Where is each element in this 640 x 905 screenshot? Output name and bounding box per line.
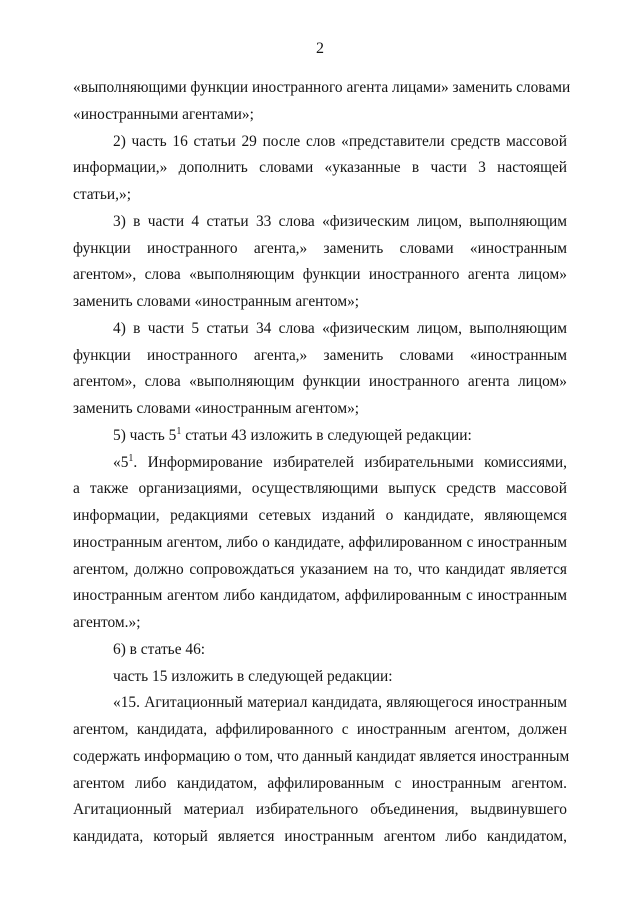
text-span: часть 15 изложить в следующей редакции: [113,667,393,685]
superscript: 1 [176,425,182,437]
text-span: 2) часть 16 статьи 29 после слов «представители средств массовой [113,132,567,150]
text-line [73,690,567,717]
text-span: заменить словами «иностранным агентом»; [73,293,360,310]
paragraph [73,129,567,209]
text-line [73,316,567,343]
text-span: «15. Агитационный материал кандидата, являющегося иностранным [113,694,567,712]
text-span: агентом», слова «выполняющим функции иностранного агента лицом» [73,266,567,284]
text-span: содержать информацию о том, что данный кандидат является иностранным [73,747,570,765]
text-span: иностранным агентом либо кандидатом, аффилированным с иностранным [73,587,567,605]
text-line [73,155,567,182]
text-span: а также организациями, осуществляющими выпуск средств массовой [73,480,567,498]
text-span: 5) часть 5 [113,426,177,444]
text-span: агентом либо кандидатом, аффилированным с иностранным агентом. [73,774,567,792]
paragraph [73,423,567,450]
text-line [73,369,567,396]
text-line [73,476,567,503]
text-span: «иностранными агентами»; [73,105,254,123]
page-number: 2 [316,40,324,57]
text-span: 4) в части 5 статьи 34 слова «физическим лицом, выполняющим [113,319,567,337]
text-span: «выполняющими функции иностранного агента лицами» заменить словами [73,79,571,96]
text-line [73,583,567,610]
text-line [73,396,567,423]
text-span: Агитационный материал избирательного объединения, выдвинувшего [73,801,567,819]
text-line [73,236,567,263]
paragraph [73,209,567,316]
text-line [73,503,567,530]
text-span: функции иностранного агента,» заменить словами «иностранным [73,346,567,364]
text-span: статьи,»; [73,186,131,203]
text-line [73,771,567,798]
superscript: 1 [128,452,134,464]
text-line [73,450,567,477]
paragraph [73,450,567,637]
text-line [73,209,567,236]
text-line [73,423,567,450]
text-line [73,557,567,584]
text-line [73,289,567,316]
text-line [73,637,567,664]
text-line [73,824,567,851]
text-span: . Информирование избирателей избирательными комиссиями, [133,453,567,471]
text-span: иностранным агентом, либо о кандидате, аффилированном с иностранным [73,533,567,551]
text-span: «5 [113,453,129,471]
text-span: агентом», слова «выполняющим функции иностранного агента лицом» [73,373,567,391]
text-span: информации,» дополнить словами «указанные в части 3 настоящей [73,159,567,177]
text-span: агентом.»; [73,614,141,631]
text-line [73,717,567,744]
text-span: агентом, кандидата, аффилированного с иностранным агентом, должен [73,721,567,738]
text-span: информации, редакциями сетевых изданий о кандидате, являющемся [73,507,567,524]
text-line [73,530,567,557]
text-line [73,75,571,102]
paragraph [73,316,567,423]
text-line [73,102,567,129]
text-line [73,182,567,209]
text-span: агентом, должно сопровождаться указанием на то, что кандидат является [73,560,567,578]
text-line [73,797,567,824]
text-line [73,744,570,771]
text-line [73,262,567,289]
paragraph [73,637,567,664]
text-span: 6) в статье 46: [113,640,206,658]
paragraph [73,75,571,129]
text-span: 3) в части 4 статьи 33 слова «физическим лицом, выполняющим [113,212,567,230]
text-span: заменить словами «иностранным агентом»; [73,400,360,417]
paragraph [73,664,567,691]
text-line [73,129,567,156]
paragraph [73,690,570,851]
text-line [73,664,567,691]
document-body [73,75,571,851]
text-span: кандидата, который является иностранным агентом либо кандидатом, [73,828,567,845]
text-line [73,610,567,637]
text-span: функции иностранного агента,» заменить словами «иностранным [73,239,567,257]
text-line [73,343,567,370]
text-span: статьи 43 изложить в следующей редакции: [181,426,472,444]
